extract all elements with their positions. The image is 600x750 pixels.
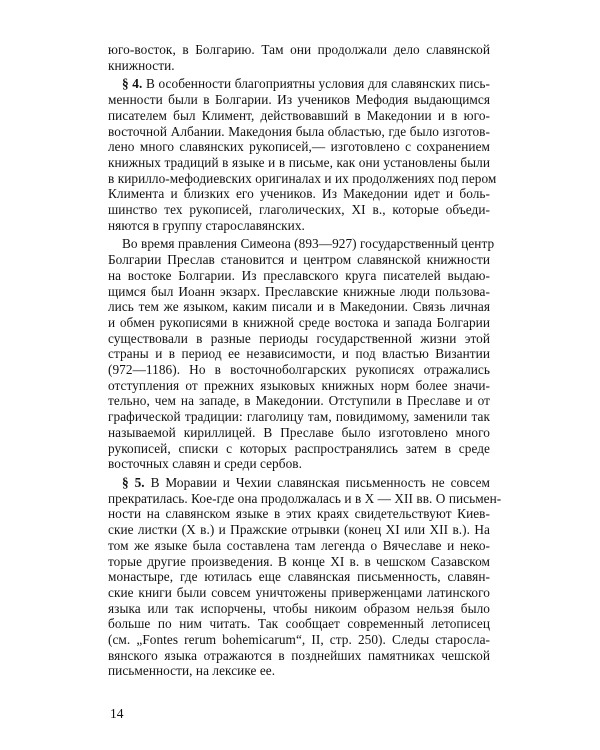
text-line: (см. „Fontes rerum bohemicarum“, II, стр. 250). Следы старосла- <box>108 632 490 648</box>
text-line: страны и в период ее независимости, и под властью Византии <box>108 346 490 362</box>
text-line: на востоке Болгарии. Из преславского круга писателей выдаю- <box>108 267 490 283</box>
paragraph-simeon <box>108 236 495 472</box>
text-line: графической традиции: глаголицу там, повидимому, заменили так <box>108 409 490 425</box>
text-line: книжных традиций в языке и в письме, как они установлены были <box>108 154 490 170</box>
text-line: и обмен рукописями в книжной среде востока и запада Болгарии <box>108 314 490 330</box>
paragraph-1 <box>108 42 490 73</box>
text-line: в кирилло-мефодиевских оригиналах и их продолжениях под пером <box>108 170 497 186</box>
text-line: шинство тех рукописей, глаголических, XI в., которые объеди- <box>108 202 490 218</box>
text-line: рукописей, списки с которых распространялись затем в среде <box>108 440 490 456</box>
text-line: лено много славянских рукописей,— изготовлено с сохранением <box>108 139 490 155</box>
text-line: менности были в Болгарии. Из учеников Мефодия выдающимся <box>108 92 490 108</box>
text-line: называемой кириллицей. В Преславе было изготовлено много <box>108 424 490 440</box>
text-line-first <box>108 76 490 92</box>
text-line: щимся был Иоанн экзарх. Преславские книжные люди пользова- <box>108 283 490 299</box>
section-mark: § 4. <box>122 76 143 92</box>
text-line: восточных славян и среди сербов. <box>108 456 302 472</box>
text-line: Климента и близких его учеников. Из Македонии идет и боль- <box>108 186 490 202</box>
text-line: писателем был Климент, действовавший в Македонии и в юго- <box>108 107 490 123</box>
text-line: ности на славянском языке в этих краях свидетельствуют Киев- <box>108 506 490 522</box>
text-line: няются в группу старославянских. <box>108 217 305 233</box>
text-line-first <box>108 475 490 491</box>
text-line: восточной Албании. Македония была областью, где было изготов- <box>108 123 490 139</box>
text-line: (972—1186). Но в восточноболгарских рукописях отражались <box>108 362 490 378</box>
page-number: 14 <box>110 706 124 721</box>
text-line: ские листки (X в.) и Пражские отрывки (конец XI или XII в.). На <box>108 522 490 538</box>
page-text <box>108 42 502 679</box>
text-line: отступления от прежних языковых книжных норм более значи- <box>108 377 490 393</box>
text-line: торые другие произведения. В конце XI в. в чешском Сазавском <box>108 553 490 569</box>
text-line: языка или так испорчены, чтобы никоим образом нельзя было <box>108 600 490 616</box>
text-line: книжности. <box>108 57 175 73</box>
text-line: существовали в разные периоды государственной жизни этой <box>108 330 490 346</box>
text-line: лись тем же языком, каким писали и в Македонии. Связь личная <box>108 299 490 315</box>
section-mark: § 5. <box>122 474 145 490</box>
text-line: больше по ним читать. Так сообщает современный летописец <box>108 616 490 632</box>
text-line: ские книги были совсем уничтожены приверженцами латинского <box>108 584 490 600</box>
text-line: том же языке была составлена там легенда о Вячеславе и неко- <box>108 537 490 553</box>
text-line: В особенности благоприятны условия для славянских пись- <box>146 76 490 92</box>
text-line: тельно, чем на западе, в Македонии. Отступили в Преславе и от <box>108 393 490 409</box>
text-line: письменности, на лексике ее. <box>108 663 276 679</box>
paragraph-section-4 <box>108 76 497 233</box>
text-line: В Моравии и Чехии славянская письменность не совсем <box>150 474 491 490</box>
paragraph-section-5 <box>108 474 502 679</box>
text-line: прекратилась. Кое-где она продолжалась и в X — XII вв. О письмен- <box>108 490 502 506</box>
text-line: Болгарии Преслав становится и центром славянской книжности <box>108 252 490 268</box>
text-line-first: Во время правления Симеона (893—927) государственный центр <box>122 236 495 252</box>
text-line: юго-восток, в Болгарию. Там они продолжали дело славянской <box>108 42 490 57</box>
text-line: монастыре, где ютилась еще славянская письменность, славян- <box>108 569 490 585</box>
text-line: вянского языка отражаются в позднейших памятниках чешской <box>108 647 490 663</box>
